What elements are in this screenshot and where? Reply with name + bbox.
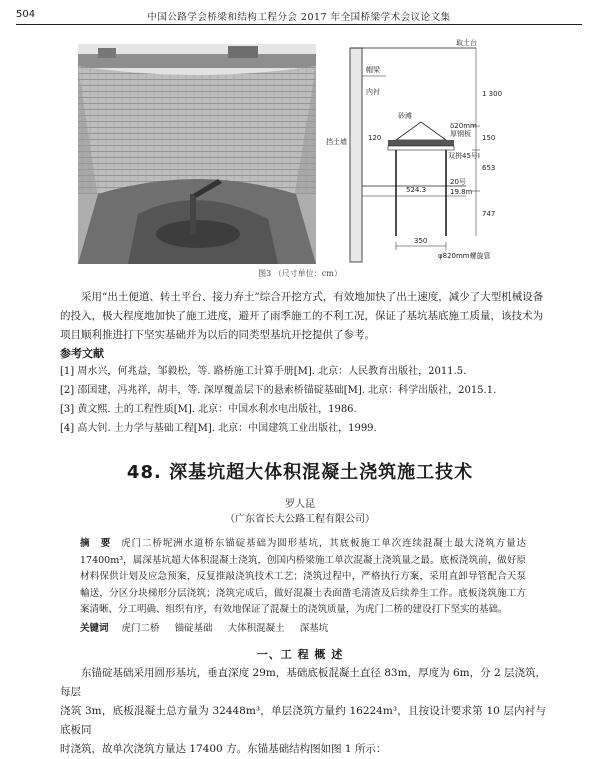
page-number: 504 — [16, 9, 36, 20]
label-dim-653: 653 — [482, 164, 496, 172]
keyword: 深基坑 — [299, 623, 329, 634]
label-pipe: φ820mm螺旋管 — [438, 252, 491, 260]
header-rule — [16, 24, 582, 25]
label-dim-747: 747 — [482, 210, 496, 218]
retaining-wall-shape — [350, 48, 362, 262]
keyword: 锚碇基础 — [174, 623, 213, 634]
running-title: 中国公路学会桥梁和结构工程分会 2017 年全国桥梁学术会议论文集 — [147, 12, 451, 23]
body-paragraph-1 — [60, 288, 546, 345]
abstract-label: 摘 要 — [80, 538, 112, 549]
section-heading: 一、工 程 概 述 — [256, 648, 344, 661]
body-line: 时浇筑，故单次浇筑方量达 17400 方。东锚基础结构图如图 1 所示： — [60, 743, 387, 755]
running-header — [16, 9, 582, 23]
keywords-block — [80, 620, 526, 634]
article-title: 48. 深基坑超大体积混凝土浇筑施工技术 — [126, 462, 474, 483]
body-line: 浇筑 3m，底板混凝土总方量为 32448m³，单层浇筑方量约 16224m³，且按设计要求第 10 层内衬与底板同 — [60, 705, 546, 736]
label-crown-beam: 帽梁 — [366, 66, 380, 74]
label-i-beam-20: 20号 — [450, 178, 466, 186]
steel-plate-shape — [388, 140, 454, 146]
reference-item: [2] 邵国建，冯兆祥，胡丰，等. 深厚覆盖层下的悬索桥锚碇基础[M]. 北京：科学出版社，2015.1. — [60, 385, 497, 396]
body-line: 项目顺利推进打下坚实基础并为以后的同类型基坑开挖提供了参考。 — [60, 329, 375, 341]
label-dim-198: 19.8m — [450, 188, 473, 196]
label-thick-plate: 厚钢板 — [450, 130, 471, 138]
label-dim-5243: 524.3 — [406, 186, 427, 194]
article-author: 罗人昆 — [285, 499, 315, 510]
keywords-label: 关键词 — [80, 623, 109, 634]
reference-item: [1] 周水兴，何兆益，邹毅松，等. 路桥施工计算手册[M]. 北京：人民教育出版社，2011.5. — [60, 366, 467, 377]
abstract-block — [80, 536, 526, 619]
body-line: 采用“出土便道、转土平台、接力弃土”综合开挖方式，有效地加快了出土速度，减少了大型机械设备 — [81, 291, 544, 303]
label-dim-350: 350 — [414, 237, 428, 245]
overview-paragraph — [60, 664, 546, 759]
label-sand-cushion: 砂滩 — [398, 112, 412, 120]
reference-item: [3] 黄文熙. 土的工程性质[M]. 北京：中国水利水电出版社，1986. — [60, 404, 357, 415]
reference-item: [4] 高大钊. 土力学与基础工程[M]. 北京：中国建筑工业出版社，1999. — [60, 423, 377, 434]
label-dim-1300: 1 300 — [482, 90, 503, 98]
label-dim-150: 150 — [482, 134, 496, 142]
figure-caption: 图3 （尺寸单位：cm） — [258, 269, 342, 278]
excavation-photo-drawing — [78, 44, 316, 264]
label-top-platform: 取土台 — [456, 39, 477, 47]
keyword: 虎门二桥 — [121, 623, 160, 634]
label-dim-120: 120 — [368, 134, 382, 142]
references-heading: 参考文献 — [60, 347, 104, 360]
body-line: 的投入，极大程度地加快了施工进度，避开了雨季施工的不利工况，保证了基坑基底施工质量，该技术为 — [60, 310, 543, 322]
label-inner-ring: 内衬 — [366, 88, 380, 96]
article-affiliation: （广东省长大公路工程有限公司） — [225, 514, 375, 525]
label-double-beam: 双拼45号I — [448, 152, 480, 160]
label-steel-plate: δ20mm — [450, 122, 477, 130]
anchorage-section-diagram — [326, 36, 516, 268]
diagram-drawing — [326, 36, 516, 268]
label-retaining-wall: 挡土墙 — [326, 138, 347, 146]
references-list — [60, 362, 560, 438]
abstract-text: 虎门二桥坭洲水道桥东锚碇基础为圆形基坑，其底板施工单次连续混凝土最大浇筑方量达17400m³，属深基坑超大体积混凝土浇筑，创国内桥梁施工单次混凝土浇筑量之最。底板浇筑前，做好原材料保供计划及应急预案，反复推敲浇筑技术工艺；浇筑过程中，严格执行方案，采用直卸导管配合天泵輸送，分区分块梯形分层浇筑；浇筑完成后，做好混凝土表面凿毛清渣及后续养生工作。底板浇筑施工方案清晰、分工明确、组织有序，有效地保证了混凝土的浇筑质量，为虎门二桥的建设打下坚实的基础。 — [80, 538, 526, 615]
excavation-photo — [78, 44, 316, 264]
body-line: 东锚碇基础采用圆形基坑，垂直深度 29m，基础底板混凝土直径 83m，厚度为 6m，分 2 层浇筑，每层 — [60, 667, 546, 698]
keyword: 大体积混凝土 — [227, 623, 285, 634]
